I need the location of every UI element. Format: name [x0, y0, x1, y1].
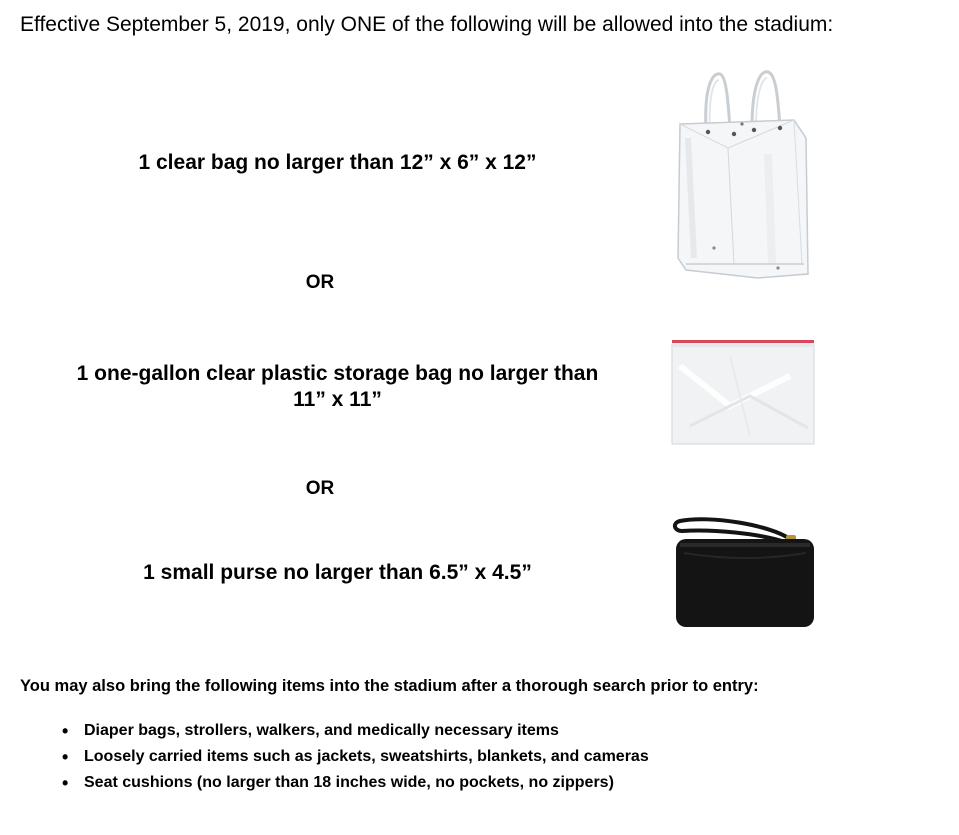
also-allowed-intro: You may also bring the following items into the stadium after a thorough search prior to entry: [20, 677, 759, 695]
option-storage-bag: 1 one-gallon clear plastic storage bag no larger than 11” x 11” [76, 362, 599, 411]
clear-tote-bag-icon [668, 68, 818, 286]
list-item: • Diaper bags, strollers, walkers, and medically necessary items [43, 718, 649, 744]
list-item: • Loosely carried items such as jackets, sweatshirts, blankets, and cameras [43, 744, 649, 770]
option-small-purse: 1 small purse no larger than 6.5” x 4.5” [143, 561, 532, 584]
or-separator: OR [305, 272, 335, 293]
option-clear-bag: 1 clear bag no larger than 12” x 6” x 12” [138, 151, 537, 174]
list-item: • Seat cushions (no larger than 18 inches wide, no pockets, no zippers) [43, 770, 649, 796]
clear-storage-bag-icon [670, 336, 816, 446]
page-heading: Effective September 5, 2019, only ONE of the following will be allowed into the stadium: [20, 13, 834, 36]
or-separator: OR [305, 478, 335, 499]
also-allowed-list [43, 718, 649, 796]
black-wristlet-purse-icon [670, 513, 816, 633]
